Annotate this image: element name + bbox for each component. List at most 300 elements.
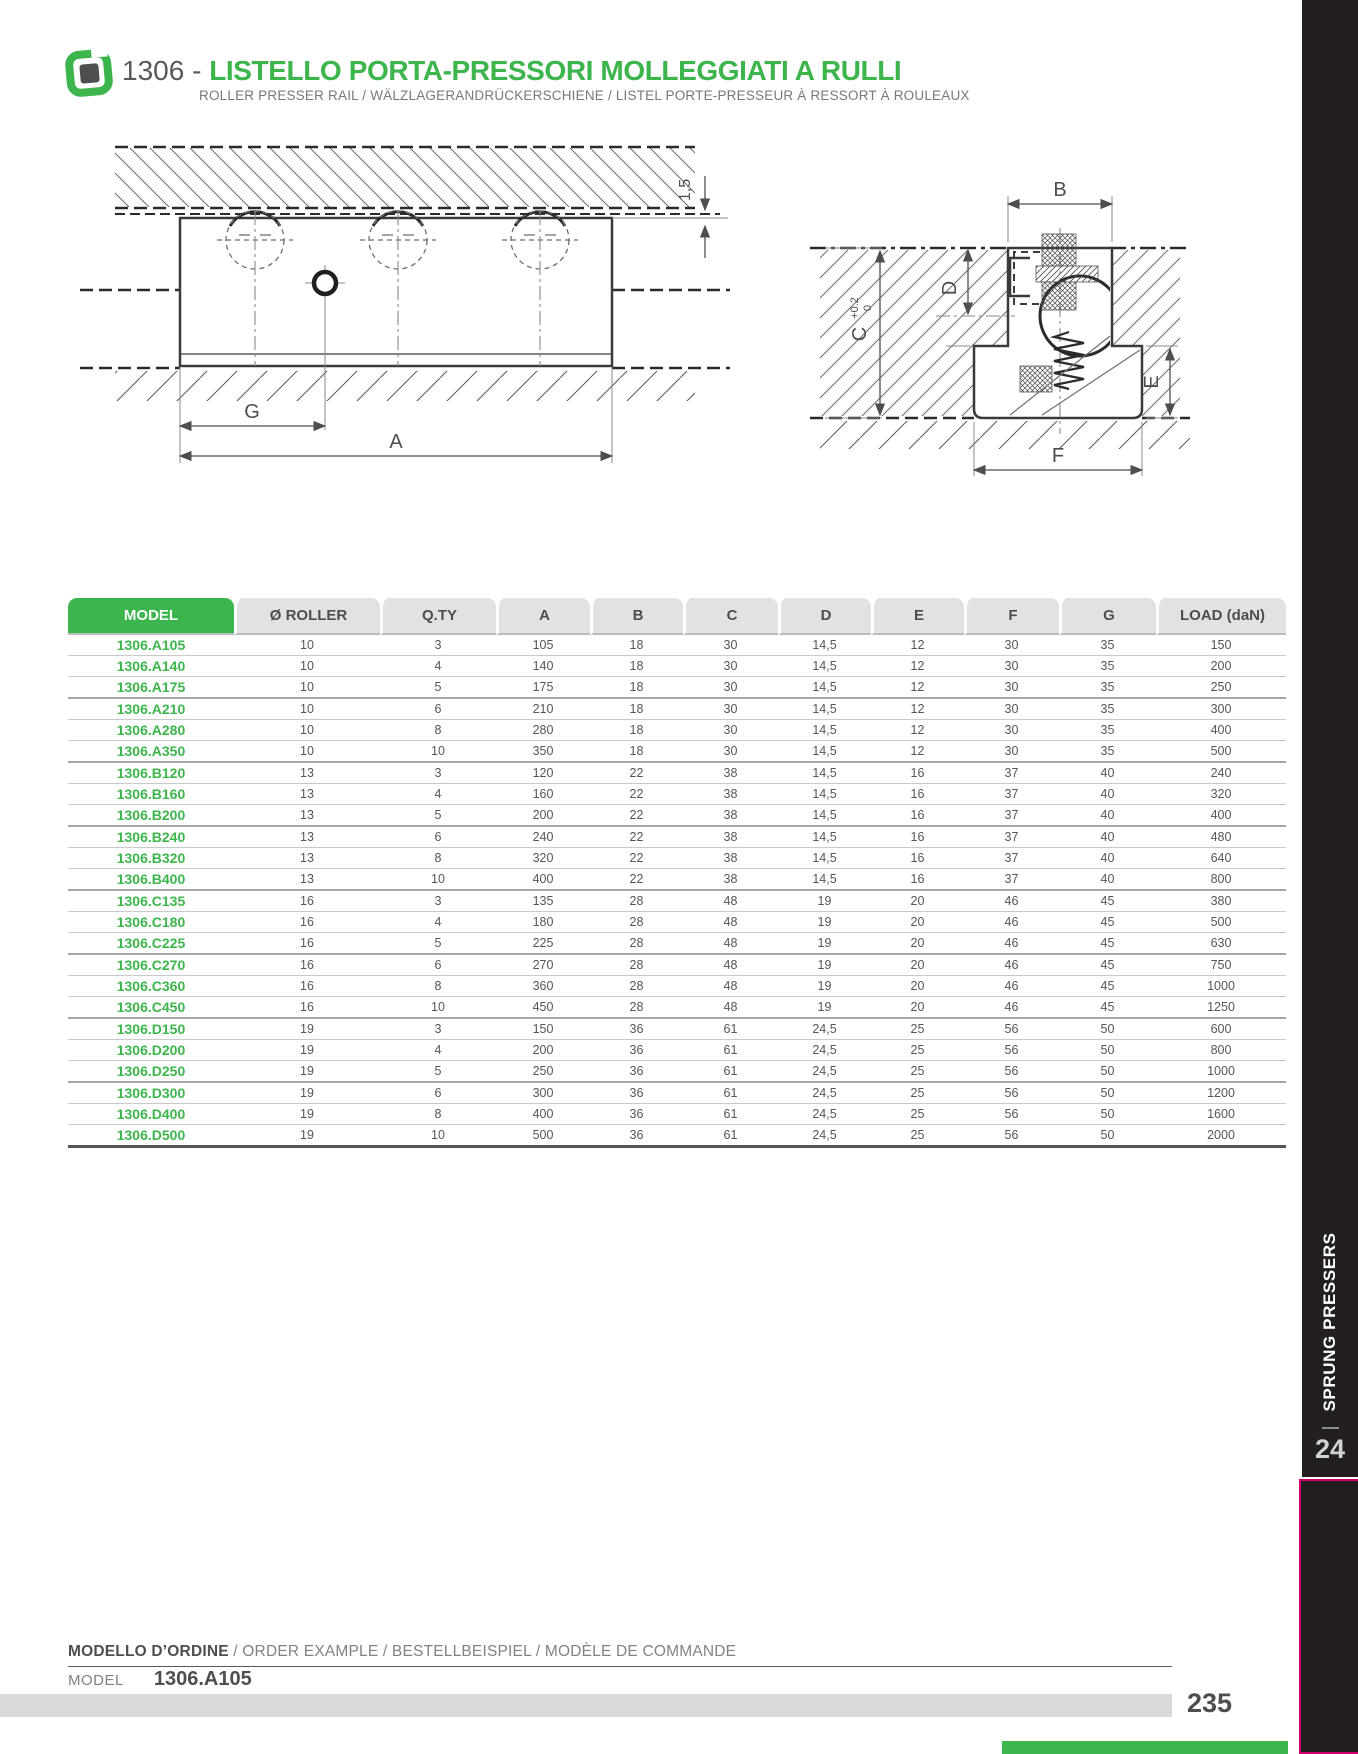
value-cell: 14,5 bbox=[778, 848, 871, 869]
dim-label-g: G bbox=[244, 401, 260, 423]
value-cell: 22 bbox=[590, 784, 683, 805]
value-cell: 16 bbox=[871, 848, 964, 869]
footer-bar bbox=[0, 1694, 1172, 1717]
table-row bbox=[68, 955, 1286, 976]
value-cell: 16 bbox=[234, 912, 380, 933]
value-cell: 13 bbox=[234, 827, 380, 848]
value-cell: 56 bbox=[964, 1125, 1059, 1148]
value-cell: 61 bbox=[683, 1040, 778, 1061]
value-cell: 18 bbox=[590, 720, 683, 741]
column-header: F bbox=[964, 598, 1059, 635]
table-row bbox=[68, 741, 1286, 763]
value-cell: 12 bbox=[871, 677, 964, 699]
value-cell: 13 bbox=[234, 869, 380, 891]
spring-seat-section bbox=[1020, 366, 1052, 392]
value-cell: 14,5 bbox=[778, 763, 871, 784]
value-cell: 800 bbox=[1156, 1040, 1286, 1061]
value-cell: 50 bbox=[1059, 1019, 1156, 1040]
product-code: 1306 - bbox=[122, 55, 202, 86]
value-cell: 19 bbox=[778, 912, 871, 933]
table-row bbox=[68, 827, 1286, 848]
value-cell: 400 bbox=[1156, 720, 1286, 741]
value-cell: 38 bbox=[683, 763, 778, 784]
value-cell: 30 bbox=[964, 741, 1059, 763]
value-cell: 16 bbox=[234, 955, 380, 976]
table-row bbox=[68, 869, 1286, 891]
value-cell: 45 bbox=[1059, 891, 1156, 912]
table-row bbox=[68, 1040, 1286, 1061]
value-cell: 250 bbox=[1156, 677, 1286, 699]
product-subtitle: ROLLER PRESSER RAIL / WÄLZLAGERANDRÜCKERSCHIENE / LISTEL PORTE-PRESSEUR À RESSORT À ROULEAUX bbox=[199, 88, 970, 103]
value-cell: 5 bbox=[380, 677, 496, 699]
model-cell: 1306.A280 bbox=[68, 720, 234, 741]
value-cell: 10 bbox=[234, 720, 380, 741]
value-cell: 24,5 bbox=[778, 1104, 871, 1125]
chapter-category-label: SPRUNG PRESSERS bbox=[1320, 1232, 1339, 1412]
page-title bbox=[122, 55, 901, 87]
value-cell: 360 bbox=[496, 976, 590, 997]
model-cell: 1306.B320 bbox=[68, 848, 234, 869]
value-cell: 56 bbox=[964, 1104, 1059, 1125]
value-cell: 12 bbox=[871, 699, 964, 720]
value-cell: 19 bbox=[234, 1125, 380, 1148]
value-cell: 30 bbox=[683, 699, 778, 720]
value-cell: 350 bbox=[496, 741, 590, 763]
value-cell: 36 bbox=[590, 1061, 683, 1083]
value-cell: 8 bbox=[380, 1104, 496, 1125]
value-cell: 20 bbox=[871, 891, 964, 912]
value-cell: 105 bbox=[496, 635, 590, 656]
chapter-number: 24 bbox=[1314, 1434, 1346, 1464]
sidebar-separator bbox=[1322, 1427, 1339, 1429]
value-cell: 640 bbox=[1156, 848, 1286, 869]
value-cell: 14,5 bbox=[778, 677, 871, 699]
model-cell: 1306.B400 bbox=[68, 869, 234, 891]
value-cell: 30 bbox=[683, 635, 778, 656]
value-cell: 10 bbox=[234, 677, 380, 699]
value-cell: 1000 bbox=[1156, 1061, 1286, 1083]
order-example-heading bbox=[68, 1643, 1172, 1667]
value-cell: 16 bbox=[234, 976, 380, 997]
dim-label-a: A bbox=[389, 431, 403, 453]
model-cell: 1306.B160 bbox=[68, 784, 234, 805]
model-cell: 1306.A105 bbox=[68, 635, 234, 656]
value-cell: 19 bbox=[234, 1061, 380, 1083]
value-cell: 270 bbox=[496, 955, 590, 976]
model-label: MODEL bbox=[68, 1672, 124, 1689]
pin-section bbox=[1036, 266, 1098, 282]
value-cell: 35 bbox=[1059, 741, 1156, 763]
value-cell: 150 bbox=[1156, 635, 1286, 656]
order-example-model bbox=[68, 1668, 252, 1691]
value-cell: 36 bbox=[590, 1040, 683, 1061]
value-cell: 8 bbox=[380, 848, 496, 869]
value-cell: 30 bbox=[683, 741, 778, 763]
value-cell: 12 bbox=[871, 656, 964, 677]
model-cell: 1306.A175 bbox=[68, 677, 234, 699]
value-cell: 5 bbox=[380, 1061, 496, 1083]
value-cell: 14,5 bbox=[778, 869, 871, 891]
value-cell: 61 bbox=[683, 1019, 778, 1040]
value-cell: 10 bbox=[380, 741, 496, 763]
value-cell: 3 bbox=[380, 1019, 496, 1040]
value-cell: 1250 bbox=[1156, 997, 1286, 1019]
value-cell: 135 bbox=[496, 891, 590, 912]
value-cell: 800 bbox=[1156, 869, 1286, 891]
value-cell: 28 bbox=[590, 997, 683, 1019]
value-cell: 450 bbox=[496, 997, 590, 1019]
value-cell: 3 bbox=[380, 763, 496, 784]
table-row bbox=[68, 976, 1286, 997]
value-cell: 19 bbox=[234, 1083, 380, 1104]
value-cell: 10 bbox=[234, 741, 380, 763]
value-cell: 240 bbox=[1156, 763, 1286, 784]
value-cell: 40 bbox=[1059, 827, 1156, 848]
value-cell: 14,5 bbox=[778, 805, 871, 827]
value-cell: 19 bbox=[234, 1019, 380, 1040]
value-cell: 48 bbox=[683, 912, 778, 933]
value-cell: 240 bbox=[496, 827, 590, 848]
value-cell: 28 bbox=[590, 933, 683, 955]
value-cell: 25 bbox=[871, 1125, 964, 1148]
value-cell: 6 bbox=[380, 1083, 496, 1104]
value-cell: 56 bbox=[964, 1019, 1059, 1040]
value-cell: 13 bbox=[234, 805, 380, 827]
model-cell: 1306.C225 bbox=[68, 933, 234, 955]
value-cell: 30 bbox=[683, 720, 778, 741]
model-cell: 1306.B200 bbox=[68, 805, 234, 827]
dim-label-d: D bbox=[939, 280, 961, 296]
value-cell: 61 bbox=[683, 1061, 778, 1083]
value-cell: 14,5 bbox=[778, 635, 871, 656]
value-cell: 40 bbox=[1059, 763, 1156, 784]
value-cell: 6 bbox=[380, 827, 496, 848]
value-cell: 630 bbox=[1156, 933, 1286, 955]
value-cell: 280 bbox=[496, 720, 590, 741]
value-cell: 61 bbox=[683, 1083, 778, 1104]
value-cell: 25 bbox=[871, 1019, 964, 1040]
value-cell: 48 bbox=[683, 955, 778, 976]
table-row bbox=[68, 763, 1286, 784]
value-cell: 175 bbox=[496, 677, 590, 699]
table-row bbox=[68, 677, 1286, 699]
order-heading-translations: / ORDER EXAMPLE / BESTELLBEISPIEL / MODÈLE DE COMMANDE bbox=[228, 1643, 737, 1660]
value-cell: 12 bbox=[871, 741, 964, 763]
model-cell: 1306.A140 bbox=[68, 656, 234, 677]
value-cell: 3 bbox=[380, 891, 496, 912]
value-cell: 56 bbox=[964, 1061, 1059, 1083]
value-cell: 40 bbox=[1059, 805, 1156, 827]
value-cell: 48 bbox=[683, 976, 778, 997]
value-cell: 180 bbox=[496, 912, 590, 933]
value-cell: 46 bbox=[964, 891, 1059, 912]
value-cell: 5 bbox=[380, 805, 496, 827]
value-cell: 14,5 bbox=[778, 827, 871, 848]
value-cell: 13 bbox=[234, 848, 380, 869]
model-cell: 1306.C360 bbox=[68, 976, 234, 997]
value-cell: 37 bbox=[964, 827, 1059, 848]
value-cell: 14,5 bbox=[778, 720, 871, 741]
value-cell: 10 bbox=[380, 997, 496, 1019]
value-cell: 16 bbox=[871, 869, 964, 891]
value-cell: 19 bbox=[778, 933, 871, 955]
value-cell: 36 bbox=[590, 1083, 683, 1104]
value-cell: 1200 bbox=[1156, 1083, 1286, 1104]
value-cell: 37 bbox=[964, 848, 1059, 869]
value-cell: 14,5 bbox=[778, 784, 871, 805]
value-cell: 28 bbox=[590, 955, 683, 976]
value-cell: 35 bbox=[1059, 677, 1156, 699]
table-row bbox=[68, 656, 1286, 677]
table-row bbox=[68, 912, 1286, 933]
column-header: Q.TY bbox=[380, 598, 496, 635]
value-cell: 40 bbox=[1059, 784, 1156, 805]
dim-label-c: C bbox=[849, 326, 871, 342]
value-cell: 320 bbox=[1156, 784, 1286, 805]
table-row bbox=[68, 1104, 1286, 1125]
product-title: LISTELLO PORTA-PRESSORI MOLLEGGIATI A RULLI bbox=[209, 55, 902, 86]
table-row bbox=[68, 1019, 1286, 1040]
value-cell: 61 bbox=[683, 1104, 778, 1125]
value-cell: 45 bbox=[1059, 997, 1156, 1019]
value-cell: 46 bbox=[964, 955, 1059, 976]
value-cell: 46 bbox=[964, 912, 1059, 933]
value-cell: 13 bbox=[234, 784, 380, 805]
value-cell: 38 bbox=[683, 827, 778, 848]
table-row bbox=[68, 1061, 1286, 1083]
value-cell: 30 bbox=[964, 677, 1059, 699]
model-cell: 1306.B120 bbox=[68, 763, 234, 784]
value-cell: 36 bbox=[590, 1125, 683, 1148]
dim-label-e: E bbox=[1141, 375, 1163, 389]
column-header: G bbox=[1059, 598, 1156, 635]
value-cell: 30 bbox=[964, 656, 1059, 677]
value-cell: 24,5 bbox=[778, 1061, 871, 1083]
model-cell: 1306.C270 bbox=[68, 955, 234, 976]
value-cell: 19 bbox=[234, 1040, 380, 1061]
model-cell: 1306.B240 bbox=[68, 827, 234, 848]
dim-label-f: F bbox=[1051, 445, 1065, 467]
value-cell: 50 bbox=[1059, 1104, 1156, 1125]
value-cell: 4 bbox=[380, 656, 496, 677]
value-cell: 19 bbox=[234, 1104, 380, 1125]
value-cell: 210 bbox=[496, 699, 590, 720]
model-value: 1306.A105 bbox=[153, 1668, 252, 1690]
value-cell: 37 bbox=[964, 784, 1059, 805]
value-cell: 56 bbox=[964, 1040, 1059, 1061]
table-row bbox=[68, 805, 1286, 827]
value-cell: 19 bbox=[778, 955, 871, 976]
value-cell: 61 bbox=[683, 1125, 778, 1148]
dim-label-thickness: 1,5 bbox=[677, 178, 694, 202]
model-cell: 1306.D400 bbox=[68, 1104, 234, 1125]
value-cell: 36 bbox=[590, 1104, 683, 1125]
value-cell: 46 bbox=[964, 933, 1059, 955]
value-cell: 300 bbox=[496, 1083, 590, 1104]
value-cell: 480 bbox=[1156, 827, 1286, 848]
order-heading-primary: MODELLO D’ORDINE bbox=[68, 1643, 229, 1660]
technical-drawing bbox=[80, 138, 1200, 528]
value-cell: 16 bbox=[234, 997, 380, 1019]
value-cell: 37 bbox=[964, 763, 1059, 784]
value-cell: 380 bbox=[1156, 891, 1286, 912]
section-view bbox=[810, 179, 1190, 476]
column-header: A bbox=[496, 598, 590, 635]
value-cell: 4 bbox=[380, 1040, 496, 1061]
value-cell: 36 bbox=[590, 1019, 683, 1040]
value-cell: 30 bbox=[964, 635, 1059, 656]
value-cell: 3 bbox=[380, 635, 496, 656]
column-header-model: MODEL bbox=[68, 598, 234, 635]
value-cell: 140 bbox=[496, 656, 590, 677]
value-cell: 200 bbox=[496, 1040, 590, 1061]
model-cell: 1306.C450 bbox=[68, 997, 234, 1019]
value-cell: 19 bbox=[778, 997, 871, 1019]
table-row bbox=[68, 699, 1286, 720]
table-header-row bbox=[68, 598, 1286, 635]
value-cell: 750 bbox=[1156, 955, 1286, 976]
value-cell: 25 bbox=[871, 1061, 964, 1083]
column-header: B bbox=[590, 598, 683, 635]
value-cell: 6 bbox=[380, 955, 496, 976]
value-cell: 1600 bbox=[1156, 1104, 1286, 1125]
value-cell: 25 bbox=[871, 1104, 964, 1125]
value-cell: 10 bbox=[380, 1125, 496, 1148]
value-cell: 10 bbox=[380, 869, 496, 891]
value-cell: 30 bbox=[964, 720, 1059, 741]
value-cell: 10 bbox=[234, 635, 380, 656]
value-cell: 24,5 bbox=[778, 1125, 871, 1148]
dim-label-c-tol-zero: 0 bbox=[862, 304, 874, 312]
value-cell: 18 bbox=[590, 699, 683, 720]
front-view bbox=[80, 147, 730, 463]
value-cell: 10 bbox=[234, 656, 380, 677]
value-cell: 5 bbox=[380, 933, 496, 955]
value-cell: 28 bbox=[590, 976, 683, 997]
model-cell: 1306.D200 bbox=[68, 1040, 234, 1061]
value-cell: 45 bbox=[1059, 933, 1156, 955]
value-cell: 12 bbox=[871, 720, 964, 741]
value-cell: 4 bbox=[380, 912, 496, 933]
value-cell: 38 bbox=[683, 805, 778, 827]
value-cell: 46 bbox=[964, 997, 1059, 1019]
column-header: LOAD (daN) bbox=[1156, 598, 1286, 635]
value-cell: 10 bbox=[234, 699, 380, 720]
table-row bbox=[68, 784, 1286, 805]
value-cell: 19 bbox=[778, 976, 871, 997]
value-cell: 30 bbox=[683, 656, 778, 677]
table-row bbox=[68, 891, 1286, 912]
page-number: 235 bbox=[1187, 1688, 1233, 1718]
value-cell: 35 bbox=[1059, 720, 1156, 741]
value-cell: 22 bbox=[590, 763, 683, 784]
value-cell: 8 bbox=[380, 976, 496, 997]
value-cell: 56 bbox=[964, 1083, 1059, 1104]
screw-body-section bbox=[1042, 282, 1076, 310]
value-cell: 30 bbox=[683, 677, 778, 699]
table-row bbox=[68, 848, 1286, 869]
value-cell: 24,5 bbox=[778, 1019, 871, 1040]
value-cell: 400 bbox=[496, 1104, 590, 1125]
value-cell: 500 bbox=[1156, 741, 1286, 763]
value-cell: 35 bbox=[1059, 635, 1156, 656]
value-cell: 20 bbox=[871, 976, 964, 997]
value-cell: 16 bbox=[871, 827, 964, 848]
value-cell: 16 bbox=[234, 891, 380, 912]
value-cell: 46 bbox=[964, 976, 1059, 997]
column-header: Ø ROLLER bbox=[234, 598, 380, 635]
value-cell: 35 bbox=[1059, 699, 1156, 720]
value-cell: 22 bbox=[590, 827, 683, 848]
value-cell: 20 bbox=[871, 933, 964, 955]
value-cell: 500 bbox=[1156, 912, 1286, 933]
value-cell: 13 bbox=[234, 763, 380, 784]
value-cell: 1000 bbox=[1156, 976, 1286, 997]
value-cell: 16 bbox=[234, 933, 380, 955]
model-cell: 1306.D250 bbox=[68, 1061, 234, 1083]
spec-table bbox=[68, 598, 1286, 1148]
value-cell: 14,5 bbox=[778, 656, 871, 677]
value-cell: 22 bbox=[590, 805, 683, 827]
table-row bbox=[68, 1125, 1286, 1148]
value-cell: 48 bbox=[683, 997, 778, 1019]
value-cell: 14,5 bbox=[778, 699, 871, 720]
value-cell: 300 bbox=[1156, 699, 1286, 720]
table-row bbox=[68, 933, 1286, 955]
value-cell: 40 bbox=[1059, 869, 1156, 891]
model-cell: 1306.A350 bbox=[68, 741, 234, 763]
value-cell: 20 bbox=[871, 912, 964, 933]
value-cell: 200 bbox=[1156, 656, 1286, 677]
value-cell: 16 bbox=[871, 763, 964, 784]
value-cell: 30 bbox=[964, 699, 1059, 720]
value-cell: 45 bbox=[1059, 955, 1156, 976]
value-cell: 38 bbox=[683, 848, 778, 869]
value-cell: 50 bbox=[1059, 1125, 1156, 1148]
value-cell: 40 bbox=[1059, 848, 1156, 869]
dim-label-c-tol-plus: +0.2 bbox=[849, 297, 861, 319]
table-row bbox=[68, 635, 1286, 656]
value-cell: 48 bbox=[683, 891, 778, 912]
value-cell: 48 bbox=[683, 933, 778, 955]
value-cell: 22 bbox=[590, 869, 683, 891]
value-cell: 24,5 bbox=[778, 1083, 871, 1104]
value-cell: 12 bbox=[871, 635, 964, 656]
value-cell: 25 bbox=[871, 1083, 964, 1104]
value-cell: 35 bbox=[1059, 656, 1156, 677]
value-cell: 16 bbox=[871, 805, 964, 827]
brand-logo-icon bbox=[64, 48, 114, 98]
value-cell: 500 bbox=[496, 1125, 590, 1148]
model-cell: 1306.A210 bbox=[68, 699, 234, 720]
value-cell: 20 bbox=[871, 997, 964, 1019]
column-header: D bbox=[778, 598, 871, 635]
value-cell: 600 bbox=[1156, 1019, 1286, 1040]
table-body bbox=[68, 635, 1286, 1148]
value-cell: 19 bbox=[778, 891, 871, 912]
table-row bbox=[68, 1083, 1286, 1104]
column-header: C bbox=[683, 598, 778, 635]
value-cell: 400 bbox=[1156, 805, 1286, 827]
model-cell: 1306.D300 bbox=[68, 1083, 234, 1104]
value-cell: 400 bbox=[496, 869, 590, 891]
value-cell: 120 bbox=[496, 763, 590, 784]
value-cell: 250 bbox=[496, 1061, 590, 1083]
value-cell: 8 bbox=[380, 720, 496, 741]
value-cell: 28 bbox=[590, 891, 683, 912]
table-row bbox=[68, 997, 1286, 1019]
value-cell: 320 bbox=[496, 848, 590, 869]
